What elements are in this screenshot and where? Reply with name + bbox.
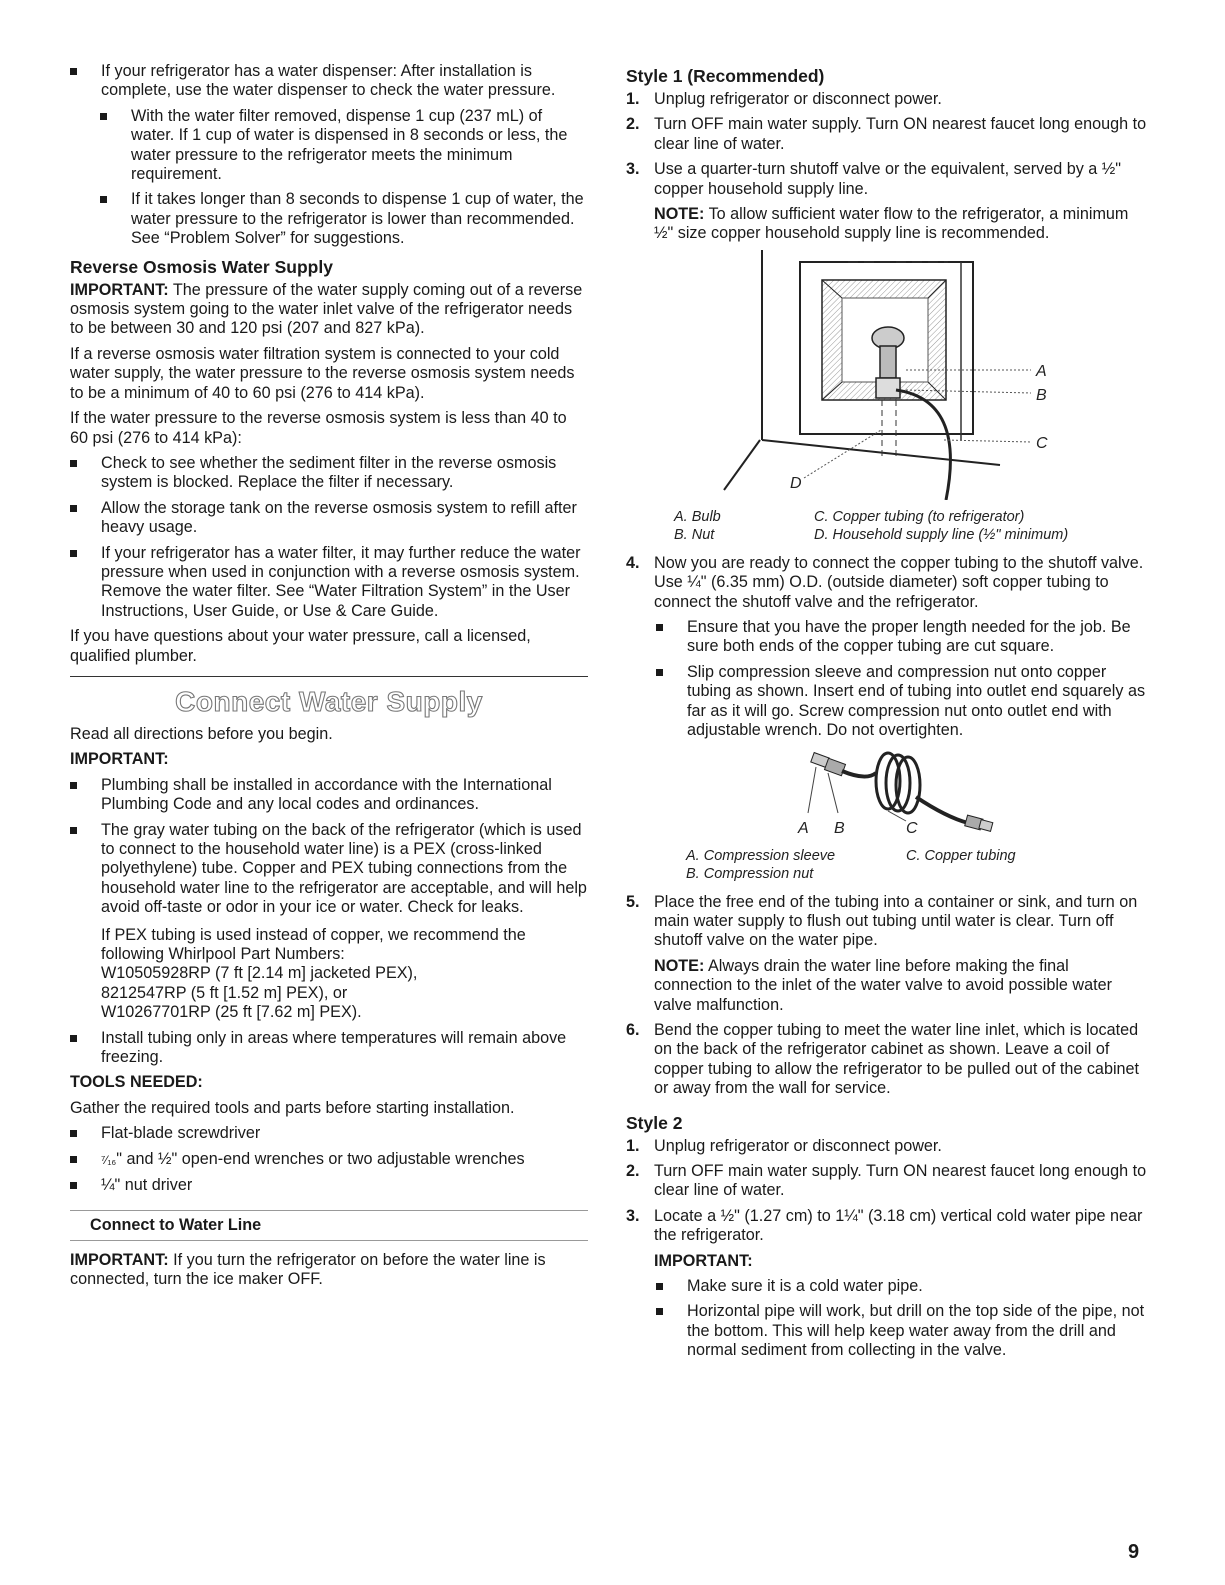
caption-a: A. Bulb (674, 508, 721, 525)
imp-bullet-plumbing (70, 776, 588, 815)
style2-step-1 (626, 1137, 1148, 1156)
bullet-text: Allow the storage tank on the reverse osmosis system to refill after heavy usage. (101, 498, 577, 537)
bullet-text: Ensure that you have the proper length needed for the job. Be sure both ends of the copper tubing are cut square. (687, 618, 1131, 656)
step-number: 5. (626, 892, 640, 911)
ro-important (70, 281, 588, 339)
fraction: ⁷⁄₁₆ (101, 1152, 117, 1167)
bullet-text: Check to see whether the sediment filter in the reverse osmosis system is blocked. Replace the filter if necessary. (101, 453, 557, 492)
section-divider (70, 676, 588, 677)
caption-c: C. Copper tubing (to refrigerator) (814, 508, 1025, 525)
style1-step-2 (626, 115, 1148, 154)
step5-note (626, 957, 1148, 1015)
step-text: Turn OFF main water supply. Turn ON nearest faucet long enough to clear line of water. (654, 115, 1147, 153)
style2-step-2 (626, 1162, 1148, 1201)
caption-c: C. Copper tubing (906, 847, 1016, 864)
style1-step-1 (626, 90, 1148, 109)
fig1-label-d: D (790, 474, 802, 492)
tools-intro: Gather the required tools and parts before starting installation. (70, 1098, 515, 1117)
important-text: If you turn the refrigerator on before the water line is connected, turn the ice maker OFF. (70, 1250, 546, 1289)
bullet-text: If your refrigerator has a water dispenser: After installation is complete, use the water dispenser to check the water pressure. (101, 62, 556, 100)
step-number: 3. (626, 1206, 640, 1225)
ro-bullet-water-filter (70, 544, 588, 622)
note-label: NOTE: (654, 956, 705, 975)
fig1-label-a: A (1036, 362, 1047, 380)
caption-b: B. Compression nut (686, 865, 814, 882)
style1-step-4 (626, 554, 1148, 612)
section-title: Connect Water Supply (175, 685, 483, 717)
tools-heading: TOOLS NEEDED: (70, 1073, 203, 1092)
bullet-text: If it takes longer than 8 seconds to dispense 1 cup of water, the water pressure to the refrigerator is lower than recommended. See “Problem Solver” for suggestions. (131, 190, 584, 248)
pex-part-1: W10505928RP (7 ft [2.14 m] jacketed PEX), (101, 964, 418, 983)
ro-paragraph-4: If you have questions about your water pressure, call a licensed, qualified plumber. (70, 627, 531, 665)
ro-bullet-sediment (70, 454, 588, 493)
note-label: NOTE: (654, 205, 705, 224)
step-number: 2. (626, 1161, 640, 1180)
style2-step-3 (626, 1207, 1148, 1246)
bullet-text: " and ½" open-end wrenches or two adjustable wrenches (116, 1149, 525, 1168)
figure2-caption (686, 847, 1148, 883)
step-text: Turn OFF main water supply. Turn ON nearest faucet long enough to clear line of water. (654, 1161, 1147, 1200)
pex-part-2: 8212547RP (5 ft [1.52 m] PEX), or (101, 983, 348, 1002)
style1-step-5 (626, 893, 1148, 951)
ro-paragraph-3: If the water pressure to the reverse osmosis system is less than 40 to 60 psi (276 to 414 kPa): (70, 409, 567, 447)
step-number: 3. (626, 160, 640, 179)
caption-a: A. Compression sleeve (686, 847, 836, 864)
imp-bullet-pex (70, 821, 588, 1023)
style2-bullet-cold-pipe (656, 1277, 1148, 1296)
step-text: Now you are ready to connect the copper tubing to the shutoff valve. Use ¼" (6.35 mm) O.D. (outside diameter) soft copper tubing to connect the shutoff valve and the refrigerator. (654, 553, 1144, 611)
pex-intro: If PEX tubing is used instead of copper, we recommend the following Whirlpool Part Numbers: (101, 925, 526, 964)
bullet-longer-than-8s (100, 190, 588, 248)
note-text: Always drain the water line before making the final connection to the inlet of the water valve to avoid possible water valve malfunction. (654, 956, 1113, 1014)
imp-bullet-freezing (70, 1029, 588, 1068)
read-all-directions: Read all directions before you begin. (70, 724, 333, 743)
step-text: Unplug refrigerator or disconnect power. (654, 90, 942, 108)
tool-nut-driver (70, 1176, 588, 1195)
step-text: Unplug refrigerator or disconnect power. (654, 1136, 942, 1155)
caption-d: D. Household supply line (½" minimum) (814, 526, 1069, 543)
bullet-text: If your refrigerator has a water filter, it may further reduce the water pressure when used in conjunction with a reverse osmosis system. Remove the water filter. See “Water Filtration System” in the User Instructions, User Guide, or Use & Care Guide. (101, 543, 581, 620)
step-number: 2. (626, 115, 640, 134)
pex-parts (101, 926, 588, 1023)
important-label: IMPORTANT: (70, 280, 169, 299)
bullet-text: Slip compression sleeve and compression nut onto copper tubing as shown. Insert end of tubing into outlet end squarely as far as it will go. Screw compression nut onto outlet end with adjustable wrench. Do not overtighten. (687, 662, 1146, 740)
step-number: 4. (626, 553, 640, 572)
heading-style-1: Style 1 (Recommended) (626, 66, 825, 86)
bullet-text: Plumbing shall be installed in accordance with the International Plumbing Code and any local codes and ordinances. (101, 775, 552, 814)
bullet-text: Flat-blade screwdriver (101, 1124, 261, 1143)
style1-step-6 (626, 1021, 1148, 1099)
bullet-text: Install tubing only in areas where temperatures will remain above freezing. (101, 1028, 567, 1067)
final-important (70, 1251, 588, 1290)
ro-bullet-storage-tank (70, 499, 588, 538)
pex-part-3: W10267701RP (25 ft [7.62 m] PEX). (101, 1003, 362, 1022)
shutoff-valve-diagram (626, 250, 1148, 500)
step-text: Bend the copper tubing to meet the water line inlet, which is located on the back of the refrigerator cabinet as shown. Leave a coil of copper tubing to allow the refrigerator to be pulled out of the cabinet or away from the wall for service. (654, 1020, 1140, 1098)
note-text: To allow sufficient water flow to the refrigerator, a minimum ½" size copper household supply line is recommended. (654, 205, 1129, 243)
bullet-text: Make sure it is a cold water pipe. (687, 1277, 923, 1295)
step-text: Use a quarter-turn shutoff valve or the equivalent, served by a ½" copper household supply line. (654, 160, 1122, 198)
figure-shutoff-valve (626, 250, 1148, 500)
step4-bullet-compression (656, 663, 1148, 741)
step-text: Locate a ½" (1.27 cm) to 1¼" (3.18 cm) vertical cold water pipe near the refrigerator. (654, 1206, 1143, 1245)
left-column (70, 62, 588, 1296)
style1-note (626, 205, 1148, 244)
bullet-text: The gray water tubing on the back of the refrigerator (which is used to connect to the household water line) is a PEX (cross-linked polyethylene) tube. Copper and PEX tubing connections from the household water line to the refrigerator are acceptable, and will help avoid off-taste or odor in your ice or water. Check for leaks. (101, 820, 587, 917)
compression-fitting-diagram (626, 747, 1148, 841)
fig2-label-a: A (798, 819, 809, 837)
tool-wrenches (70, 1150, 588, 1170)
figure-compression-fittings (626, 747, 1148, 841)
step4-bullet-length (656, 618, 1148, 657)
bullet-filter-removed (100, 107, 588, 185)
important-heading: IMPORTANT: (70, 750, 169, 769)
step-text: Place the free end of the tubing into a container or sink, and turn on main water supply to flush out tubing until water is clear. Turn off shutoff valve on the water pipe. (654, 892, 1138, 950)
fig2-label-b: B (834, 819, 845, 837)
fig1-label-b: B (1036, 386, 1047, 404)
heading-style-2: Style 2 (626, 1112, 683, 1133)
style2-bullet-horizontal (656, 1302, 1148, 1360)
connect-to-water-line-heading: Connect to Water Line (70, 1210, 588, 1241)
caption-b: B. Nut (674, 526, 715, 543)
fig1-label-c: C (1036, 434, 1048, 452)
bullet-text: With the water filter removed, dispense 1 cup (237 mL) of water. If 1 cup of water is dispensed in 8 seconds or less, the water pressure to the refrigerator meets the minimum requirement. (131, 106, 568, 184)
right-column (626, 62, 1148, 1367)
figure1-caption (674, 508, 1148, 544)
fig2-label-c: C (906, 819, 918, 837)
bullet-text: ¼" nut driver (101, 1176, 193, 1195)
tool-screwdriver (70, 1124, 588, 1143)
page-number: 9 (1128, 1541, 1140, 1563)
style2-important: IMPORTANT: (654, 1251, 753, 1270)
ro-paragraph-2: If a reverse osmosis water filtration system is connected to your cold water supply, the water pressure to the reverse osmosis system needs to be a minimum of 40 to 60 psi (276 to 414 kPa). (70, 344, 575, 402)
style1-step-3 (626, 160, 1148, 199)
heading-reverse-osmosis: Reverse Osmosis Water Supply (70, 256, 333, 277)
bullet-water-dispenser (70, 62, 588, 101)
bullet-text: Horizontal pipe will work, but drill on the top side of the pipe, not the bottom. This will help keep water away from the drill and normal sediment from collecting in the valve. (687, 1302, 1145, 1360)
important-text: The pressure of the water supply coming out of a reverse osmosis system going to the water inlet valve of the refrigerator needs to be between 30 and 120 psi (207 and 827 kPa). (70, 280, 583, 338)
step-number: 1. (626, 1136, 640, 1155)
important-label: IMPORTANT: (70, 1250, 169, 1269)
step-number: 6. (626, 1020, 640, 1039)
step-number: 1. (626, 90, 640, 108)
